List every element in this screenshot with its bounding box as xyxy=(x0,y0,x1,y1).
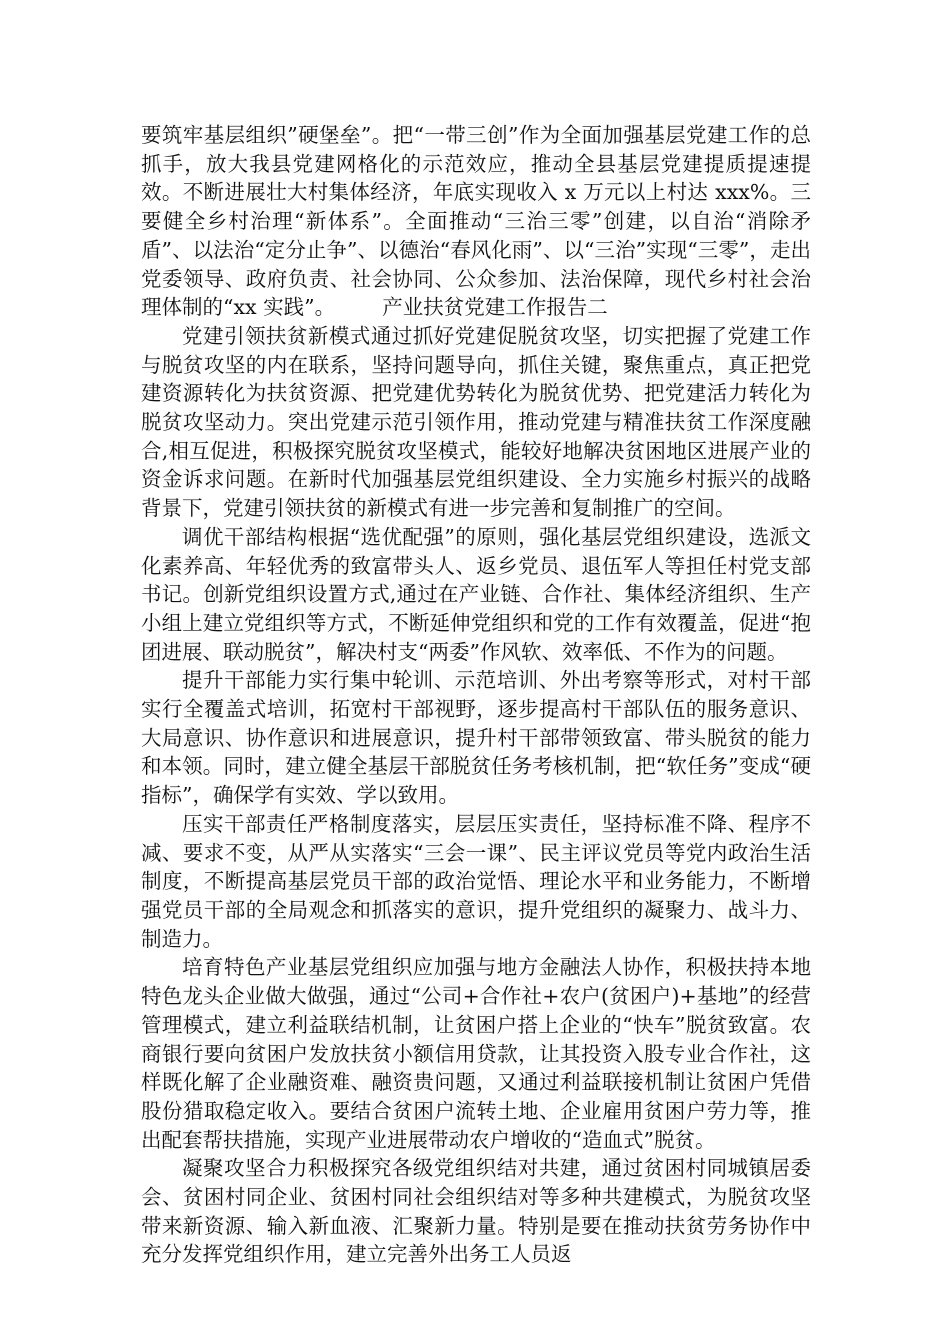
paragraph-joint-effort: 凝聚攻坚合力积极探究各级党组织结对共建，通过贫困村同城镇居委会、贫困村同企业、贫困村同社会组织结对等多种共建模式，为脱贫攻坚带来新资源、输入新血液、汇聚新力量。特别是要在推动扶贫劳务协作中充分发挥党组织作用，建立完善外出务工人员返 xyxy=(141,1156,811,1267)
paragraph-cadre-ability: 提升干部能力实行集中轮训、示范培训、外出考察等形式，对村干部实行全覆盖式培训，拓宽村干部视野，逐步提高村干部队伍的服务意识、大局意识、协作意识和进展意识，提升村干部带领致富、带头脱贫的能力和本领。同时，建立健全基层干部脱贫任务考核机制，把“软任务”变成“硬指标”，确保学有实效、学以致用。 xyxy=(141,668,811,808)
document-body xyxy=(141,121,811,1269)
intro-paragraph xyxy=(141,121,811,322)
intro-text: 要筑牢基层组织”硬堡垒”。把“一带三创”作为全面加强基层党建工作的总抓手，放大我县党建网格化的示范效应，推动全县基层党建提质提速提效。不断进展壮大村集体经济，年底实现收入 x 万元以上村达 xxx%。三要健全乡村治理“新体系”。全面推动“三治三零”创建，以自治“消除矛盾”、以法治“定分止争”、以德治“春风化雨”、以“三治”实现“三零”，走出党委领导、政府负责、社会协同、公众参加、法治保障，现代乡村社会治理体制的“xx 实践”。 xyxy=(141,123,811,320)
paragraph-cadre-responsibility: 压实干部责任严格制度落实，层层压实责任，坚持标准不降、程序不减、要求不变，从严从实落实“三会一课”、民主评议党员等党内政治生活制度，不断提高基层党员干部的政治觉悟、理论水平和业务能力，不断增强党员干部的全局观念和抓落实的意识，提升党组织的凝聚力、战斗力、制造力。 xyxy=(141,811,811,951)
paragraph-cadre-structure: 调优干部结构根据“选优配强”的原则，强化基层党组织建设，选派文化素养高、年轻优秀的致富带头人、返乡党员、退伍军人等担任村党支部书记。创新党组织设置方式,通过在产业链、合作社、集体经济组织、生产小组上建立党组织等方式，不断延伸党组织和党的工作有效覆盖，促进“抱团进展、联动脱贫”，解决村支“两委”作风软、效率低、不作为的问题。 xyxy=(141,524,811,664)
section-title: 产业扶贫党建工作报告二 xyxy=(382,295,608,320)
paragraph-featured-industry: 培育特色产业基层党组织应加强与地方金融法人协作，积极扶持本地特色龙头企业做大做强，通过“公司+合作社+农户(贫困户)+基地”的经营管理模式，建立利益联结机制，让贫困户搭上企业的“快车”脱贫致富。农商银行要向贫困户发放扶贫小额信用贷款，让其投资入股专业合作社，这样既化解了企业融资难、融资贵问题，又通过利益联接机制让贫困户凭借股份猎取稳定收入。要结合贫困户流转土地、企业雇用贫困户劳力等，推出配套帮扶措施，实现产业进展带动农户增收的“造血式”脱贫。 xyxy=(141,955,811,1152)
paragraph-party-building-model: 党建引领扶贫新模式通过抓好党建促脱贫攻坚，切实把握了党建工作与脱贫攻坚的内在联系，坚持问题导向，抓住关键，聚焦重点，真正把党建资源转化为扶贫资源、把党建优势转化为脱贫优势、把党建活力转化为脱贫攻坚动力。突出党建示范引领作用，推动党建与精准扶贫工作深度融合,相互促进，积极探究脱贫攻坚模式，能较好地解决贫困地区进展产业的资金诉求问题。在新时代加强基层党组织建设、全力实施乡村振兴的战略背景下，党建引领扶贫的新模式有进一步完善和复制推广的空间。 xyxy=(141,323,811,521)
